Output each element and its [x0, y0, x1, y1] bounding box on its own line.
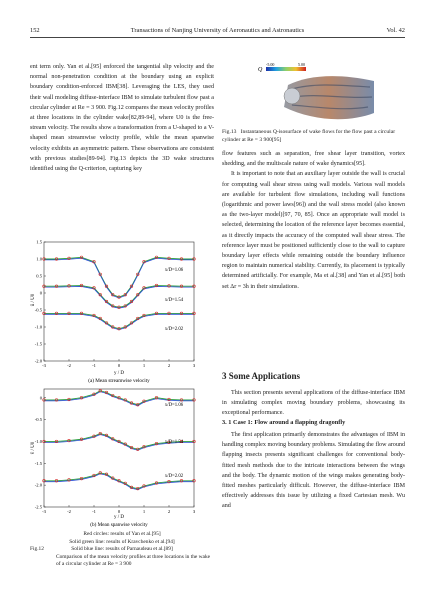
panel-b-ytick-label: 0: [39, 395, 42, 401]
page-header: [30, 24, 405, 36]
left-paragraph: ent term only. Yan et al.[95] enforced the tangential slip velocity and the normal non-penetration condition at the boundary using an explicit boundary condition-enforced IBM[38]. Leveraging the LES, they used their wall modeling diffuse-interface IBM to simulate turbulent flow past a circular cylinder at Re = 3 900. Fig.12 compares the mean velocity profiles at three locations in the cylinder wake[82,89-94], where U0 is the free-stream velocity. The results show a transformation from a U-shaped to a V-shaped mean streamwise velocity profile, while the mean spanwise velocity exhibits an asymmetric pattern. These observations are consistent with previous studies[89-94]. Fig.13 depicts the 3D wake structures identified using the Q-criterion, capturing key: [30, 64, 214, 173]
cylinder-shape: [284, 88, 300, 104]
subsection-3-1-title: 3. 1 Case 1: Flow around a flapping dragonfly: [222, 419, 346, 426]
panel-a-xtick-label: 0: [117, 363, 121, 368]
figure-12-plots: [30, 240, 214, 530]
figure-12-caption: Comparison of the mean velocity profiles at three locations in the wake of a circular cylinder at Re = 3 900: [56, 553, 211, 568]
figure-13-caption: [222, 128, 405, 144]
colorbar-max: 5.00: [298, 63, 305, 67]
panel-a-series-1-parnaudeau-line: [44, 258, 194, 298]
panel-b-ytick-label: -1.5: [34, 460, 42, 466]
header-rule: [30, 37, 405, 38]
right-paragraph-1: flow features such as separation, free shear layer transition, vortex shedding, and the multiscale nature of wake dynamics[95].: [222, 151, 405, 168]
panel-a-ytick-label: 0: [39, 290, 42, 296]
panel-a-xticks: [42, 359, 196, 368]
subsection-3-1-paragraph: The first application primarily demonstrates the advantages of IBM in handling complex moving boundary problems. Simulating the flow around flapping insects presents significant challenges for conventional body-fitted mesh methods due to the intricate interactions between the wings and the body. The dynamic motion of the wings makes generating body-fitted meshes particularly difficult. However, the diffuse-interface IBM effectively addresses this issue by utilizing a fixed Cartesian mesh. Wu and: [222, 432, 405, 510]
panel-a-station-3: x/D=2.02: [164, 327, 184, 332]
panel-a-xtick-label: -3: [42, 363, 46, 368]
figure-13-caption-text: Instantaneous Q-isosurface of wake flows for the flow past a circular cylinder at Re = 3 900[95]: [222, 129, 396, 143]
panel-a-xtick-label: -2: [67, 363, 71, 368]
panel-b-caption: (b) Mean spanwise velocity: [90, 522, 148, 528]
right-column-text: [222, 149, 405, 292]
panel-a-xtick-label: -1: [92, 363, 96, 368]
panel-b-xtick-label: 2: [167, 509, 171, 514]
panel-a-series-2-kravchenko-line: [44, 286, 194, 308]
colorbar-min: -5.00: [266, 63, 275, 67]
panel-b-ytick-label: -2.0: [34, 482, 42, 488]
panel-a-xtick-label: 3: [192, 363, 196, 368]
panel-b-station-1: x/D=1.06: [164, 403, 184, 408]
figure-13-image: [258, 63, 376, 127]
panel-b-ytick-label: -2.5: [34, 504, 42, 510]
panel-a-xtick-label: 2: [167, 363, 171, 368]
colorbar-q-label: Q: [258, 67, 263, 73]
section-3-paragraph: This section presents several applications of the diffuse-interface IBM in simulating complex moving boundary problems, showcasing its exceptional performance.: [222, 390, 405, 417]
panel-a-series-1-kravchenko-line: [44, 257, 194, 297]
panel-a-ytick-label: -2.0: [34, 358, 42, 364]
panel-a-xtick-label: 1: [142, 363, 146, 368]
figure-13: [258, 63, 376, 127]
panel-b-ylabel: v̄ / U0: [31, 441, 36, 455]
colorbar: [266, 67, 306, 71]
volume-label: Vol. 42: [386, 26, 405, 34]
left-column-text: [30, 62, 214, 174]
panel-a-yticks: [35, 240, 46, 364]
panel-b-xtick-label: -1: [92, 509, 96, 514]
panel-b-xtick-label: 1: [142, 509, 146, 514]
panel-a-xlabel: y / D: [114, 371, 124, 376]
right-paragraph-2: It is important to note that an auxiliary layer outside the wall is crucial for computing wall shear stress using wall models. Various wall models are available for turbulent flow simulations, including wall functions (logarithmic and power laws[96]) and the wall stress model (also known as the two-layer model)[97, 70, 85]. Once an appropriate wall model is selected, determining the location of the reference layer becomes essential, as it directly impacts the accuracy of the computed wall shear stress. The reference layer must be positioned sufficiently close to the wall to capture boundary layer effects while remaining outside the boundary influence region to maintain numerical stability. Currently, its placement is typically determined artificially. For example, Ma et al.[38] and Yan et al.[95] both set Δr = 3h in their simulations.: [222, 171, 405, 290]
panel-a-ytick-label: -0.5: [34, 307, 42, 313]
panel-a-caption: (a) Mean streamwise velocity: [88, 378, 150, 384]
panel-b-ytick-label: -0.5: [34, 417, 42, 423]
panel-b-xlabel: y / D: [114, 515, 124, 520]
panel-b-xtick-label: 3: [192, 509, 196, 514]
panel-b-station-3: x/D=2.02: [164, 474, 184, 479]
panel-a: [31, 240, 196, 384]
panel-b-station-2: x/D=1.54: [164, 440, 184, 445]
journal-title: Transactions of Nanjing University of Aeronautics and Astronautics: [130, 26, 305, 34]
panel-a-ylabel: ū / U0: [31, 293, 36, 307]
panel-a-station-2: x/D=1.54: [164, 298, 184, 303]
legend-green: Solid green line: results of Kravchenko et al.[94]: [69, 538, 175, 545]
panel-b-xtick-label: -3: [42, 509, 46, 514]
figure-12-caption-block: [30, 531, 214, 569]
panel-b: [31, 389, 196, 528]
section-3-title: 3 Some Applications: [222, 371, 301, 381]
panel-a-ytick-label: 0.5: [36, 273, 42, 279]
panel-b-yticks: [35, 395, 46, 509]
legend-blue: Solid blue line: results of Parnaudeau et al.[89]: [71, 546, 173, 553]
panel-a-ytick-label: -1.5: [34, 341, 42, 347]
panel-b-xtick-label: -2: [67, 509, 71, 514]
panel-b-xtick-label: 0: [117, 509, 121, 514]
panel-a-ytick-label: -1.0: [34, 324, 42, 330]
figure-12-label: Fig.12: [30, 546, 44, 553]
legend-red: Red circles: results of Yan et al.[95]: [83, 531, 161, 537]
figure-13-label: Fig.13: [222, 129, 237, 135]
panel-a-station-1: x/D=1.06: [164, 268, 184, 273]
panel-b-ytick-label: -1.0: [34, 439, 42, 445]
panel-a-ytick-label: 1.0: [36, 256, 42, 262]
panel-b-xticks: [42, 505, 196, 514]
panel-a-ytick-label: 1.5: [36, 240, 42, 245]
page-number: 152: [30, 26, 40, 34]
